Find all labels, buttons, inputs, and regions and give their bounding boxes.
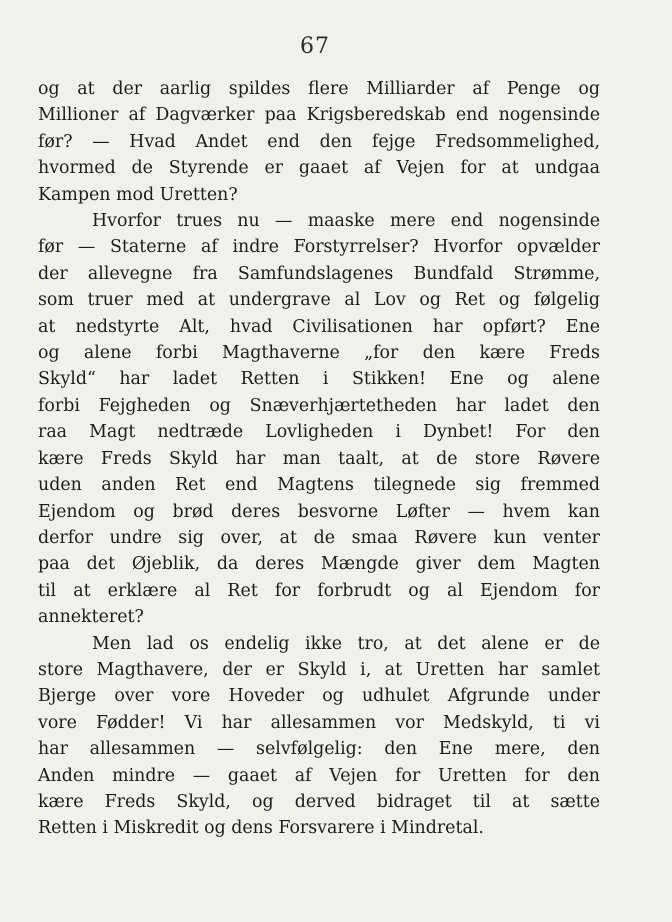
text-line: uden anden Ret end Magtens tilegnede sig fremmed [38, 475, 600, 496]
text-line: Ejendom og brød deres besvorne Løfter — hvem kan [38, 501, 600, 522]
text-line: raa Magt nedtræde Lovligheden i Dynbet! For den [38, 422, 600, 443]
text-line: Hvorfor trues nu — maaske mere end nogensinde [92, 211, 600, 232]
text-line: før — Staterne af indre Forstyrrelser? Hvorfor opvælder [38, 237, 600, 258]
text-line: kære Freds Skyld har man taalt, at de store Røvere [38, 448, 600, 469]
text-line: store Magthavere, der er Skyld i, at Uretten har samlet [38, 659, 600, 680]
text-line: Retten i Miskredit og dens Forsvarere i Mindretal. [38, 818, 484, 839]
page-number: 67 [300, 34, 330, 59]
text-line: og alene forbi Magthaverne „for den kære Freds [38, 343, 600, 364]
paragraph-1 [38, 76, 600, 208]
text-line: at nedstyrte Alt, hvad Civilisationen har opført? Ene [38, 316, 600, 337]
text-line: Men lad os endelig ikke tro, at det alene er de [92, 633, 600, 654]
text-line: annekteret? [38, 607, 144, 628]
text-line: der allevegne fra Samfundslagenes Bundfald Strømme, [38, 263, 600, 284]
text-line: Kampen mod Uretten? [38, 184, 238, 205]
text-line: kære Freds Skyld, og derved bidraget til at sætte [38, 791, 600, 812]
body-text [38, 76, 600, 842]
text-line: og at der aarlig spildes flere Milliarder af Penge og [38, 79, 600, 99]
text-line: hvormed de Styrende er gaaet af Vejen for at undgaa [38, 158, 600, 179]
text-line: til at erklære al Ret for forbrudt og al Ejendom for [38, 580, 600, 601]
text-line: vore Fødder! Vi har allesammen vor Medskyld, ti vi [38, 712, 600, 733]
text-line: derfor undre sig over, at de smaa Røvere kun venter [38, 527, 600, 548]
text-line: Bjerge over vore Hoveder og udhulet Afgrunde under [38, 686, 600, 707]
book-page [38, 34, 600, 842]
text-line: forbi Fejgheden og Snæverhjærtetheden har ladet den [38, 395, 600, 416]
paragraph-2 [38, 208, 600, 631]
text-line: har allesammen — selvfølgelig: den Ene mere, den [38, 739, 600, 760]
text-line: paa det Øjeblik, da deres Mængde giver dem Magten [38, 554, 600, 575]
paragraph-3 [38, 631, 600, 842]
text-line: Anden mindre — gaaet af Vejen for Uretten for den [38, 765, 600, 786]
text-line: Millioner af Dagværker paa Krigsberedskab end nogensinde [38, 105, 600, 126]
text-line: som truer med at undergrave al Lov og Ret og følgelig [38, 290, 600, 311]
text-line: Skyld“ har ladet Retten i Stikken! Ene og alene [38, 369, 600, 390]
text-line: før? — Hvad Andet end den fejge Fredsommelighed, [38, 131, 600, 152]
